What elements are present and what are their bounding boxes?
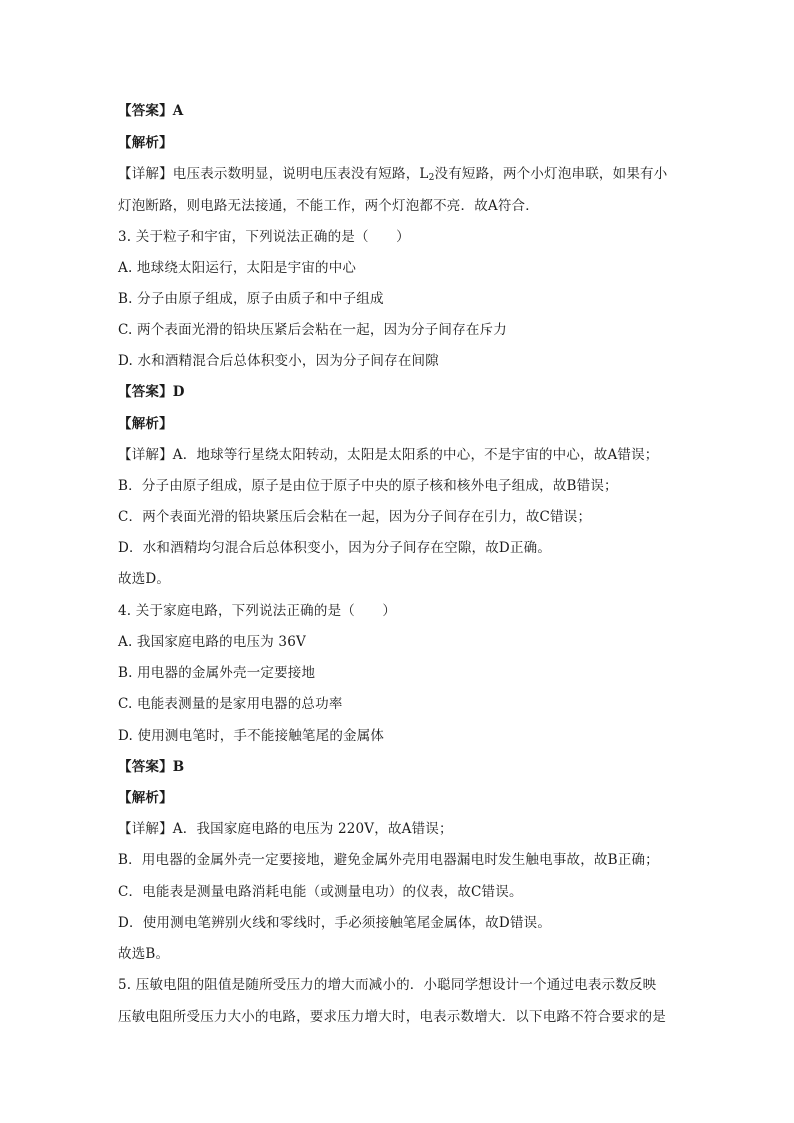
q3-option-d: D. 水和酒精混合后总体积变小，因为分子间存在间隙: [118, 353, 439, 369]
q4-option-b: B. 用电器的金属外壳一定要接地: [118, 665, 316, 681]
q3-option-c: C. 两个表面光滑的铅块压紧后会粘在一起，因为分子间存在斥力: [118, 322, 507, 338]
explanation-q2-text-b: 没有短路，两个小灯泡串联，如果有小: [434, 166, 668, 182]
conclusion-q4: 故选B。: [118, 946, 170, 962]
analysis-label-q4: 【解析】: [118, 790, 173, 806]
analysis-label-q3: 【解析】: [118, 416, 173, 432]
explanation-q3-b: B．分子由原子组成，原子是由位于原子中央的原子核和核外电子组成，故B错误；: [118, 478, 618, 494]
conclusion-q3: 故选D。: [118, 571, 171, 587]
explanation-q4-b: B．用电器的金属外壳一定要接地，避免金属外壳用电器漏电时发生触电事故，故B正确；: [118, 852, 659, 868]
explanation-q2-text-a: 【详解】电压表示数明显，说明电压表没有短路，L: [118, 166, 429, 182]
q3-option-a: A. 地球绕太阳运行，太阳是宇宙的中心: [118, 260, 357, 276]
explanation-q2-line1: [118, 164, 667, 188]
subscript-2: 2: [428, 173, 435, 183]
question-3-stem: 3. 关于粒子和宇宙，下列说法正确的是（ ）: [118, 229, 410, 245]
question-5-stem-line2: 压敏电阻所受压力大小的电路，要求压力增大时，电表示数增大．以下电路不符合要求的是: [118, 1009, 666, 1025]
q4-option-d: D. 使用测电笔时，手不能接触笔尾的金属体: [118, 728, 385, 744]
q4-option-a: A. 我国家庭电路的电压为 36V: [118, 634, 306, 650]
question-4-stem: 4. 关于家庭电路，下列说法正确的是（ ）: [118, 603, 397, 619]
q4-option-c: C. 电能表测量的是家用电器的总功率: [118, 696, 343, 712]
explanation-q3-d: D．水和酒精均匀混合后总体积变小，因为分子间存在空隙，故D正确。: [118, 540, 552, 556]
explanation-q4-c: C．电能表是测量电路消耗电能（或测量电功）的仪表，故C错误。: [118, 884, 523, 900]
answer-label-q4: 【答案】B: [118, 759, 185, 775]
answer-label-q2: 【答案】A: [118, 103, 184, 119]
explanation-q4-d: D．使用测电笔辨别火线和零线时，手必须接触笔尾金属体，故D错误。: [118, 915, 552, 931]
question-5-stem-line1: 5. 压敏电阻的阻值是随所受压力的增大而减小的．小聪同学想设计一个通过电表示数反映: [118, 977, 657, 993]
explanation-q4-a: 【详解】A．我国家庭电路的电压为 220V，故A错误；: [118, 821, 453, 837]
q3-option-b: B. 分子由原子组成，原子由质子和中子组成: [118, 291, 384, 307]
explanation-q3-a: 【详解】A．地球等行星绕太阳转动，太阳是太阳系的中心，不是宇宙的中心，故A错误；: [118, 447, 659, 463]
answer-label-q3: 【答案】D: [118, 384, 185, 400]
analysis-label-q2: 【解析】: [118, 135, 173, 151]
explanation-q2-line2: 灯泡断路，则电路无法接通，不能工作，两个灯泡都不亮．故A符合．: [118, 198, 539, 214]
explanation-q3-c: C．两个表面光滑的铅块紧压后会粘在一起，因为分子间存在引力，故C错误；: [118, 509, 592, 525]
